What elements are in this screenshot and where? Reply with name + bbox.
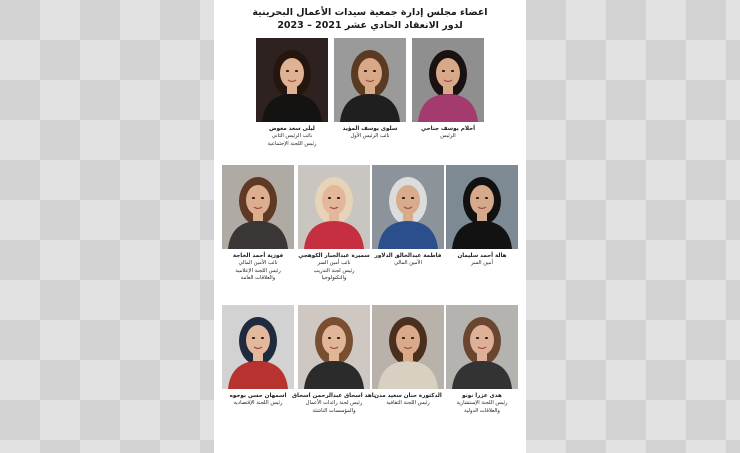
member-photo (446, 165, 518, 249)
member-role: والعلاقات العامة (240, 275, 276, 281)
member-role: نائب الرئيس الثاني (271, 133, 313, 139)
member-role: والعلاقات الدولية (464, 407, 500, 414)
member-photo (298, 305, 370, 389)
member-photo (298, 165, 370, 249)
member-name: هدى عزرا نونو (462, 393, 502, 399)
board-members-sheet (214, 0, 526, 453)
member-photo (222, 165, 294, 249)
member-name: فوزية أحمد الخاجة (232, 253, 284, 259)
title-line-2: لدور الانعقاد الحادي عشر 2021 – 2023 (277, 20, 463, 31)
member-role: رئيس اللجنة الإجتماعية (267, 140, 317, 147)
member-name: اسمهان حسن بوخوه (229, 393, 287, 399)
member-photo (222, 305, 294, 389)
member-name: الدكتورة حنان سعيد مدن (374, 393, 442, 399)
member-name: هالة أحمد سليمان (457, 253, 507, 259)
member-role: والتكنولوجيا (321, 275, 347, 281)
member-caption (366, 392, 450, 408)
member-role: نائب الرئيس الأول (350, 133, 390, 139)
member-role: رئيس اللجنة الإستشارية (456, 400, 508, 406)
member-name: سلوى يوسف المؤيد (342, 126, 398, 132)
member-caption (250, 125, 334, 148)
page-title (214, 6, 526, 32)
member-caption (406, 125, 490, 141)
title-line-1: اعضاء مجلس إدارة جمعية سيدات الأعمال البحرينية (252, 7, 488, 18)
member-caption (328, 125, 412, 141)
member-role: نائب أمين السر (317, 260, 351, 266)
member-name: أحلام يوسف جناحي (420, 126, 476, 132)
member-caption (292, 392, 376, 415)
member-role: نائب الأمين المالي (238, 260, 278, 266)
background-pattern-left (0, 0, 214, 453)
member-photo (446, 305, 518, 389)
member-role: رئيس لجنة رائدات الأعمال (305, 400, 363, 406)
member-name: سميرة عبدالجبار الكوهجي (298, 253, 370, 259)
background-pattern-right (526, 0, 740, 453)
member-caption (216, 392, 300, 408)
member-photo (412, 38, 484, 122)
member-role: أمين السر (471, 260, 493, 266)
member-role: رئيس اللجنة الثقافية (386, 400, 430, 406)
member-role: رئيس اللجنة الإعلامية (235, 267, 281, 274)
member-caption (440, 392, 524, 415)
member-role: الرئيس (440, 133, 456, 139)
member-photo (334, 38, 406, 122)
member-photo (372, 305, 444, 389)
member-name: فاطمة عبدالخالق الدلاور (374, 253, 442, 259)
member-name: ليلى سعد معوض (269, 126, 315, 132)
member-photo (372, 165, 444, 249)
member-role: رئيس اللجنة الإقتصادية (233, 400, 283, 406)
member-photo (256, 38, 328, 122)
member-caption (292, 252, 376, 283)
member-role: رئيس لجنة التدريب (313, 267, 355, 274)
member-name: ناهد اسحاق عبدالرحمن اسحاق (292, 393, 376, 399)
member-role: والمؤسسات الناشئة (312, 407, 356, 414)
member-caption (366, 252, 450, 268)
member-role: الأمين المالي (394, 260, 422, 266)
member-caption (216, 252, 300, 283)
member-caption (440, 252, 524, 268)
